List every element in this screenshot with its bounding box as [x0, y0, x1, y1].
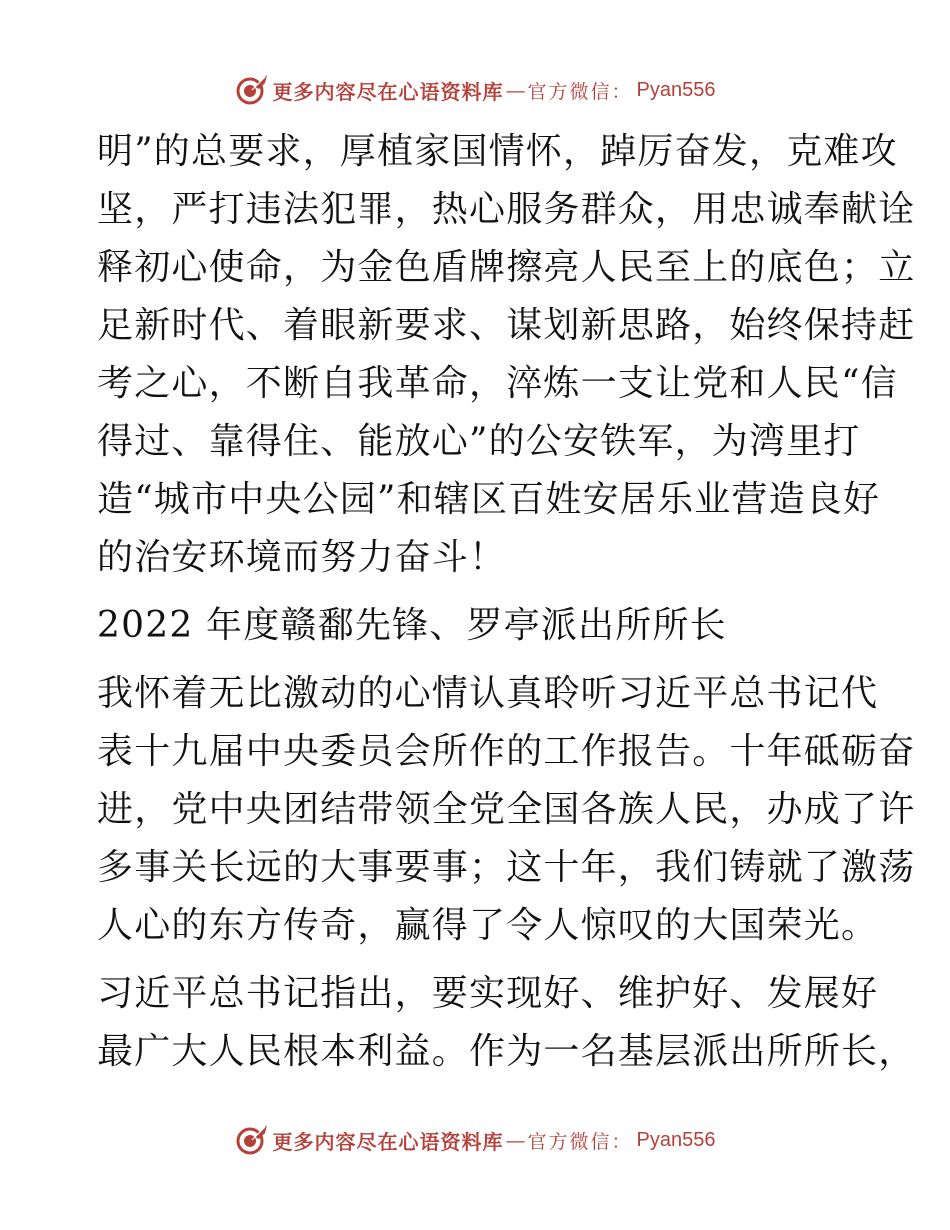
- banner-wechat-id: Pyan556: [636, 78, 716, 101]
- text-line: 多事关长远的大事要事；这十年，我们铸就了激荡: [97, 847, 916, 888]
- quill-logo-icon: [235, 73, 269, 107]
- banner-wechat-label: 官方微信：: [527, 80, 633, 103]
- header-watermark: [0, 70, 950, 110]
- text-line: 最广大人民根本利益。作为一名基层派出所所长，: [97, 1031, 916, 1072]
- text-line: 得过、靠得住、能放心”的公安铁军，为湾里打: [97, 421, 861, 462]
- text-line: 进，党中央团结带领全党全国各族人民，办成了许: [97, 789, 916, 830]
- text-line: 足新时代、着眼新要求、谋划新思路，始终保持赶: [97, 305, 916, 346]
- body-text: [97, 123, 916, 1081]
- footer-watermark: [0, 1120, 950, 1160]
- text-line: 习近平总书记指出，要实现好、维护好、发展好: [97, 973, 879, 1014]
- text-line: 释初心使命，为金色盾牌擦亮人民至上的底色；立: [97, 247, 916, 288]
- text-line: 考之心，不断自我革命，淬炼一支让党和人民“信: [97, 363, 898, 404]
- text-line: 的治安环境而努力奋斗！: [97, 537, 507, 578]
- text-line: 人心的东方传奇，赢得了令人惊叹的大国荣光。: [97, 905, 879, 946]
- text-line: 我怀着无比激动的心情认真聆听习近平总书记代: [97, 673, 879, 714]
- quill-logo-icon: [235, 1123, 269, 1157]
- banner-site-name: 更多内容尽在心语资料库: [272, 1129, 504, 1154]
- section-heading: 2022 年度赣鄱先锋、罗亭派出所所长: [97, 605, 727, 646]
- text-line: 坚，严打违法犯罪，热心服务群众，用忠诚奉献诠: [97, 189, 916, 230]
- text-line: 造“城市中央公园”和辖区百姓安居乐业营造良好: [97, 479, 881, 520]
- banner-separator: —: [505, 78, 526, 102]
- text-line: 表十九届中央委员会所作的工作报告。十年砥砺奋: [97, 731, 916, 772]
- text-line: 明”的总要求，厚植家国情怀，踔厉奋发，克难攻: [97, 131, 898, 172]
- banner-separator: —: [505, 1128, 526, 1152]
- banner-wechat-id: Pyan556: [636, 1128, 716, 1151]
- banner-wechat-label: 官方微信：: [527, 1130, 633, 1153]
- banner-site-name: 更多内容尽在心语资料库: [272, 79, 504, 104]
